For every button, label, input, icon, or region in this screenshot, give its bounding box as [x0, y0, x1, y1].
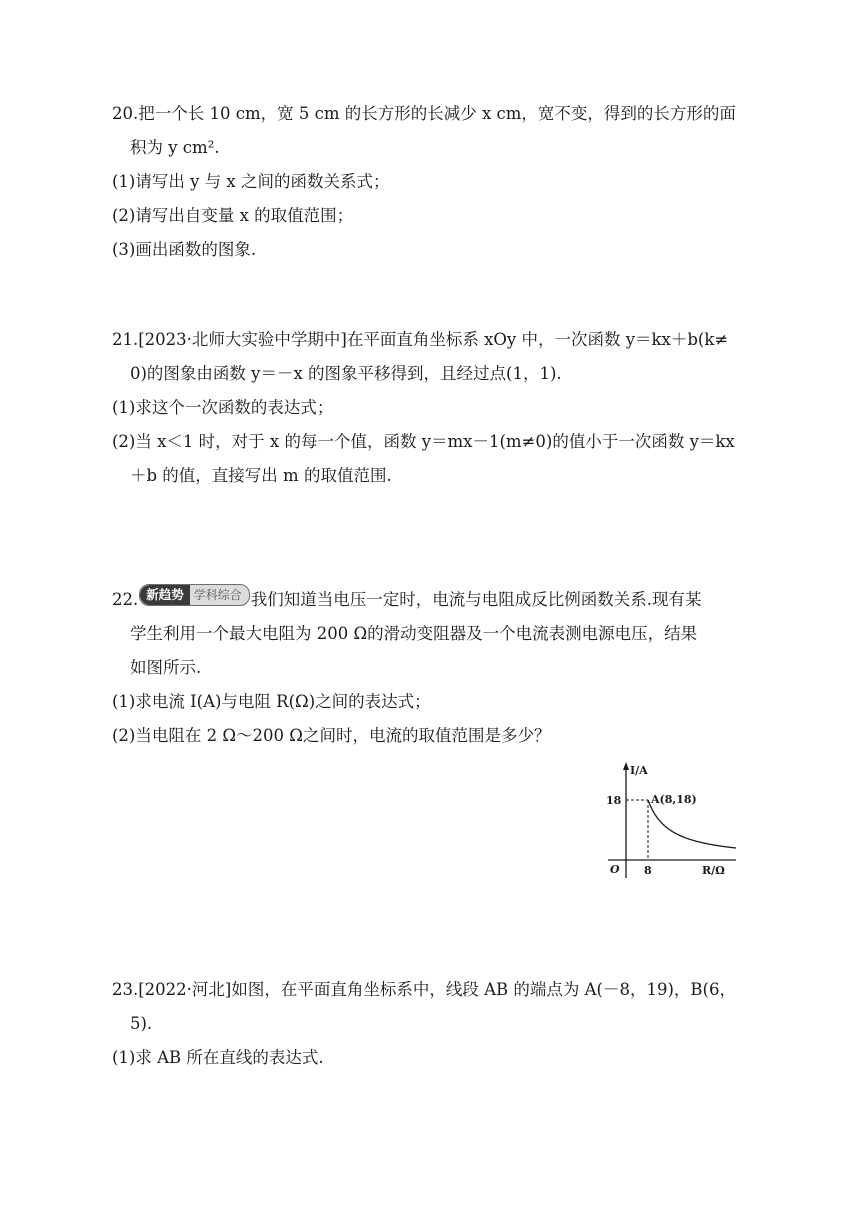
q20-part-2: (2)请写出自变量 x 的取值范围； [112, 206, 354, 225]
q22-part-1: (1)求电流 I(A)与电阻 R(Ω)之间的表达式； [112, 692, 431, 711]
q23-line-2: 5). [130, 1014, 153, 1033]
q21-part-2: (2)当 x＜1 时，对于 x 的每一个值，函数 y＝mx－1(m≠0)的值小于一次函数 y＝kx [112, 432, 735, 451]
q22-number: 22. [112, 590, 139, 609]
q22-line-1 [112, 583, 736, 617]
x-tick-8: 8 [644, 864, 652, 877]
question-20 [112, 97, 736, 267]
q22-line-1-text: 我们知道当电压一定时，电流与电阻成反比例函数关系.现有某 [250, 590, 702, 609]
current-resistance-graph [596, 760, 736, 882]
y-tick-18: 18 [606, 794, 622, 807]
q23-line-1: 23.[2022·河北]如图，在平面直角坐标系中，线段 AB 的端点为 A(－8，19)，B(6， [112, 980, 736, 999]
origin-label: O [610, 863, 620, 876]
q22-line-2: 学生利用一个最大电阻为 200 Ω的滑动变阻器及一个电流表测电源电压，结果 [130, 624, 698, 643]
q20-part-3: (3)画出函数的图象. [112, 240, 257, 259]
q20-line-2: 积为 y cm². [130, 138, 220, 157]
q21-part-2-cont: ＋b 的值，直接写出 m 的取值范围. [130, 466, 392, 485]
q20-line-1: 20.把一个长 10 cm，宽 5 cm 的长方形的长减少 x cm，宽不变，得到的长方形的面 [112, 104, 736, 123]
question-21 [112, 323, 736, 493]
trend-badge-sub: 学科综合 [193, 587, 242, 602]
q21-line-2: 0)的图象由函数 y＝－x 的图象平移得到，且经过点(1，1). [130, 364, 562, 383]
q22-line-3: 如图所示. [130, 658, 202, 677]
trend-badge [139, 584, 250, 606]
q22-part-2: (2)当电阻在 2 Ω～200 Ω之间时，电流的取值范围是多少？ [112, 726, 551, 745]
question-22 [112, 583, 736, 753]
question-23 [112, 973, 736, 1075]
q23-part-1: (1)求 AB 所在直线的表达式. [112, 1048, 324, 1067]
y-axis-label: I/A [630, 764, 648, 777]
point-a-label: A(8,18) [651, 793, 697, 806]
q21-line-1: 21.[2023·北师大实验中学期中]在平面直角坐标系 xOy 中，一次函数 y＝kx＋b(k≠ [112, 330, 729, 349]
inverse-curve [648, 800, 736, 848]
trend-badge-main: 新趋势 [140, 585, 190, 605]
y-axis-arrow [623, 762, 629, 770]
q21-part-1: (1)求这个一次函数的表达式； [112, 398, 334, 417]
x-axis-label: R/Ω [702, 864, 725, 877]
q20-part-1: (1)请写出 y 与 x 之间的函数关系式； [112, 172, 390, 191]
graph-svg [596, 760, 736, 882]
